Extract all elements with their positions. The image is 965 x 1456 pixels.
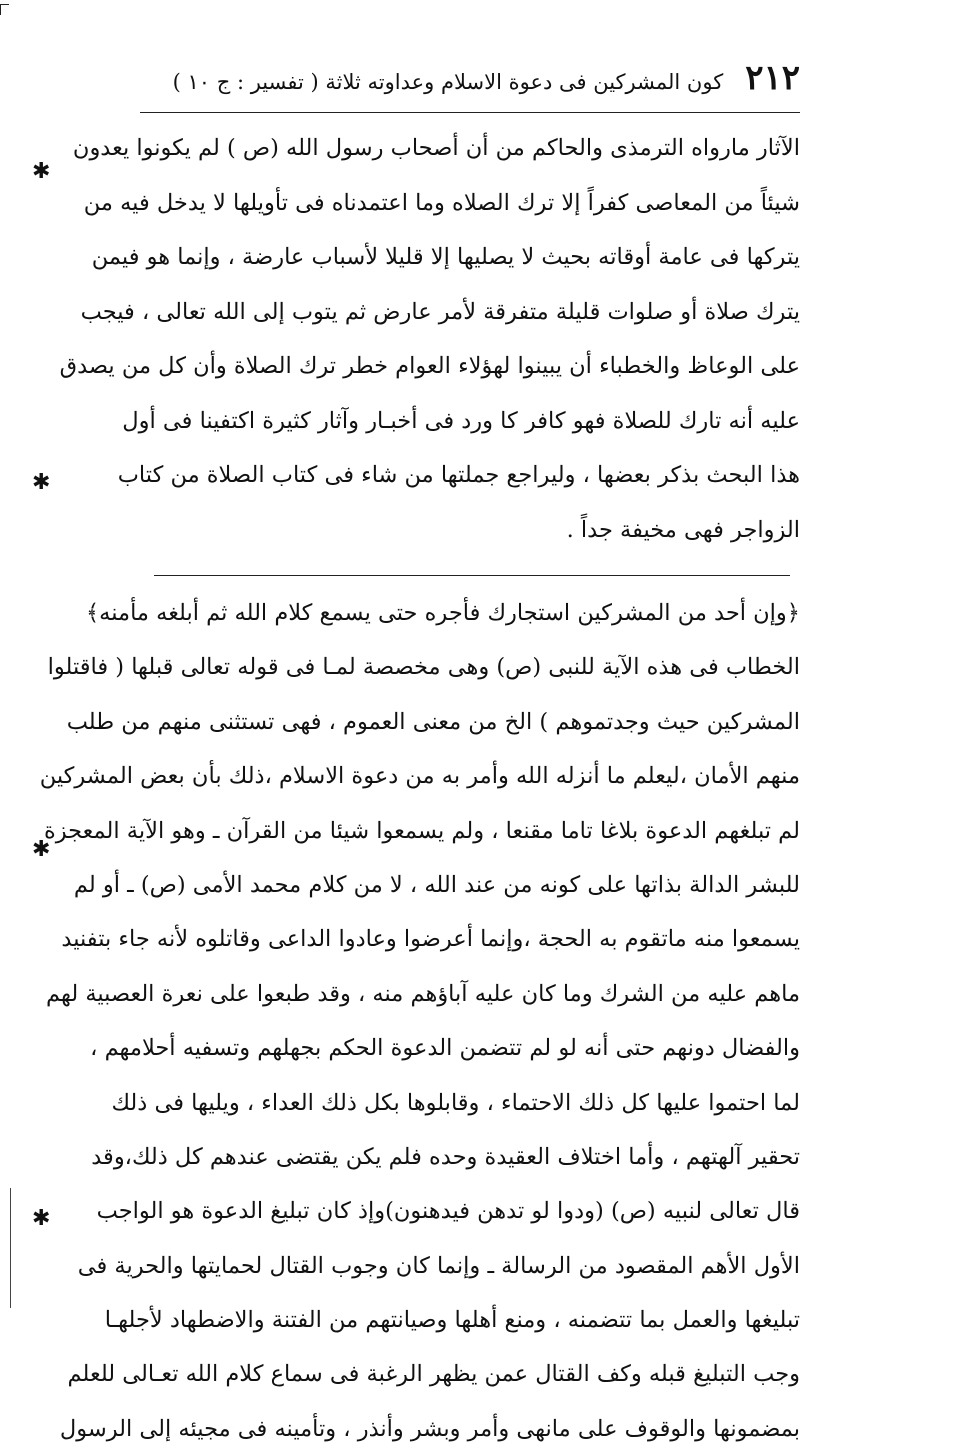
- running-title: كون المشركين فى دعوة الاسلام وعداوته ثلاثة ( تفسير : ج ١٠ ): [172, 70, 724, 94]
- text-line: هذا البحث بذكر بعضها ، وليراجع جملتها من شاء فى كتاب الصلاة من كتاب: [117, 462, 800, 488]
- verse-line: ﴿وإن أحد من المشركين استجارك فأجره حتى يسمع كلام الله ثم أبلغه مأمنه﴾: [85, 600, 800, 626]
- text-line: عليه أنه تارك للصلاة فهو كافر كا ورد فى أخبـار وآثار كثيرة اكتفينا فى أول: [122, 407, 800, 434]
- margin-mark-icon: ✱: [32, 470, 51, 495]
- text-line: وجب التبليغ قبله وكف القتال عمن يظهر الرغبة فى سماع كلام الله تعـالى للعلم: [67, 1361, 800, 1388]
- text-line: بمضمونها والوقوف على مانهى وأمر وبشر وأنذر ، وتأمينه فى مجيئه إلى الرسول: [59, 1415, 800, 1442]
- text-line: منهم الأمان ،ليعلم ما أنزله الله وأمر به من دعوة الاسلام ،ذلك بأن بعض المشركين: [39, 763, 800, 790]
- text-line: يترك صلاة أو صلوات قليلة متفرقة لأمر عارض ثم يتوب إلى الله تعالى ، فيجب: [80, 298, 800, 325]
- paragraph-2: [39, 586, 800, 1456]
- text-line: يتركها فى عامة أوقاته بحيث لا يصليها إلا قليلا لأسباب عارضة ، وإنما هو فيمن: [91, 244, 800, 270]
- paragraph-1: [59, 121, 800, 557]
- text-line: يسمعوا منه ماتقوم به الحجة ،وإنما أعرضوا وعادوا الداعى وقاتلوه لأنه جاء بتفنيد: [61, 926, 800, 953]
- page-number: ٢١٢: [745, 58, 800, 98]
- text-line: لما احتموا عليها كل ذلك الاحتماء ، وقابلوها بكل ذلك العداء ، ويليها فى ذلك: [111, 1089, 800, 1116]
- margin-mark-icon: ✱: [32, 159, 51, 184]
- text-line: للبشر الدالة بذاتها على كونه من عند الله ، لا من كلام محمد الأمى (ص) ـ أو لم: [73, 871, 800, 898]
- text-line: المشركين حيث وجدتموهم ) الخ من معنى العموم ، فهى تستثنى منهم من طلب: [66, 708, 800, 735]
- margin-rule: [10, 1188, 11, 1308]
- text-line: والفضال دونهم حتى أنه لو لم تتضمن الدعوة الحكم بجهلهم وتسفيه أحلامهم ،: [90, 1035, 800, 1062]
- corner-crop-mark: [0, 4, 9, 15]
- page-body: [39, 58, 800, 1456]
- text-line: الأول الأهم المقصود من الرسالة ـ وإنما كان وجوب القتال لحمايتها والحرية فى: [77, 1252, 800, 1279]
- margin-mark-icon: ✱: [32, 837, 51, 862]
- text-line: ماهم عليه من الشرك وما كان عليه آباؤهم منه ، وقد طبعوا على نعرة العصبية لهم: [45, 980, 800, 1007]
- section-divider: [154, 575, 790, 576]
- text-line: قال تعالى لنبيه (ص) (ودوا لو تدهن فيدهنون)وإذ كان تبليغ الدعوة هو الواجب: [96, 1198, 800, 1225]
- text-line: تحقير آلهتهم ، وأما اختلاف العقيدة وحده فلم يكن يقتضى عندهم كل ذلك،وقد: [91, 1143, 800, 1170]
- text-line: الخطاب فى هذه الآية للنبى (ص) وهى مخصصة لمـا فى قوله تعالى قبلها ( فاقتلوا: [47, 654, 800, 681]
- text-line: الآثار مارواه الترمذى والحاكم من أن أصحاب رسول الله (ص ) لم يكونوا يعدون: [72, 135, 800, 161]
- text-line: الزواجر فهى مخيفة جداً .: [566, 516, 800, 543]
- running-header: [140, 58, 800, 113]
- text-line: على الوعاظ والخطباء أن يبينوا لهؤلاء العوام خطر ترك الصلاة وأن كل من يصدق: [59, 353, 800, 379]
- text-line: تبليغها والعمل بما تتضمنه ، ومنع أهلها وصيانتهم من الفتنة والاضطهاد لأجلهـا: [104, 1307, 800, 1334]
- text-line: لم تبلغهم الدعوة بلاغا تاما مقنعا ، ولم يسمعوا شيئا من القرآن ـ وهو الآية المعجزة: [43, 817, 800, 844]
- margin-mark-icon: ✱: [32, 1206, 51, 1231]
- text-line: شيئاً من المعاصى كفراً إلا ترك الصلاه وما اعتمدناه فى تأويلها لا يدخل فيه من: [83, 189, 800, 216]
